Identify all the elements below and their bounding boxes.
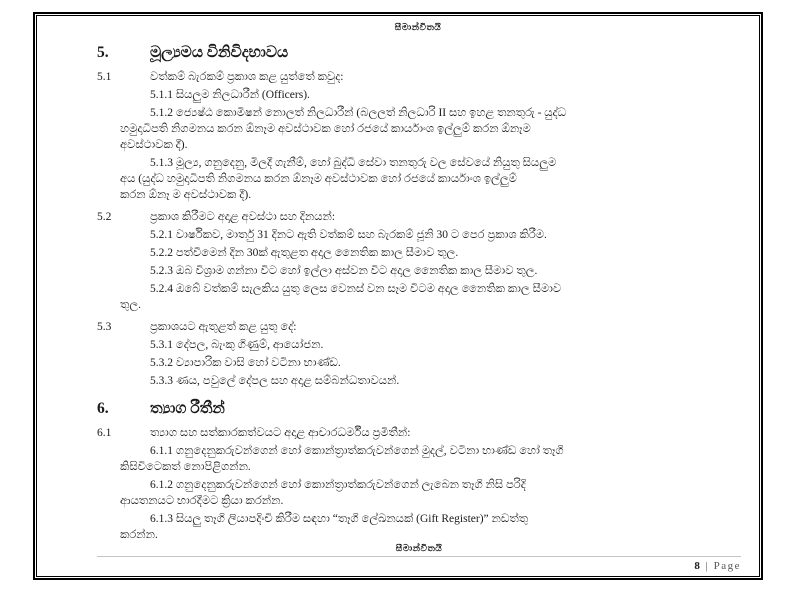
list-item-number: 5.3 <box>97 321 112 333</box>
list-item-number: 6.1 <box>97 427 112 439</box>
section-title: මූල්‍යමය විනිවිදභාවය <box>150 44 289 61</box>
footer-divider <box>97 556 741 557</box>
sub-item-line: හමුදාධිපති නිගමනය කරන ඕනෑම අවස්ථාවක හෝ රජයේ කාර්යාංශ ඉල්ලුම් කරන ඕනෑම <box>120 123 531 135</box>
sub-item-line: 5.3.3 ණය, පවුලේ දේපල සහ අදාළ සම්බන්ධතාවයන්. <box>150 375 400 387</box>
list-item-text: ප්‍රකාශ කිරීමට අදාළ අවස්ථා සහ දිනයන්: <box>150 211 336 223</box>
sub-item-line: කරන ඕනෑ ම අවස්ථාවක දී). <box>120 189 252 201</box>
sub-item-line: 6.1.2 ගනුදෙනුකරුවන්ගෙන් හෝ කොන්ත්‍රාත්කරුවන්ගෙන් ලැබෙන තෑගි නිසි පරිදි <box>150 479 526 491</box>
page-number-value: 8 <box>694 560 702 572</box>
sub-item-line: 5.2.3 ඔබ විශ්‍රාම ගන්නා විට හෝ ඉල්ලා අස්වන විට අදාල නෛතික කාල සීමාව තුල. <box>150 265 538 277</box>
sub-item-line: 5.1.3 මූල්‍ය, ගනුදෙනු, මිලදී ගැනීම්, හෝ බුද්ධි සේවා තනතුරු වල සේවයේ නියුතු සියලුම <box>150 157 557 169</box>
sub-item <box>120 373 739 389</box>
sub-item <box>120 355 739 371</box>
page-content <box>37 16 759 543</box>
list-item-text: ප්‍රකාශයට ඇතුළත් කළ යුතු දේ: <box>150 321 297 333</box>
sub-item-line: 5.1.1 සියලුම නිලධාරීන් (Officers). <box>150 89 310 101</box>
list-item-number: 5.1 <box>97 71 112 83</box>
sub-item-line: 5.3.2 ව්‍යාපාරික වාසි හෝ වටිනා භාණ්ඩ. <box>150 357 341 369</box>
page-number <box>97 559 741 573</box>
list-item-text: වත්කම් බැරකම් ප්‍රකාශ කළ යුත්තේ කවුද: <box>150 71 344 83</box>
document-page <box>36 15 760 577</box>
sub-item <box>120 87 739 103</box>
list-item <box>97 425 739 441</box>
sub-item-line: කරන්න. <box>120 529 158 541</box>
sub-item-line: 5.2.1 වාර්ෂිකව, මාර්තු 31 දිනට ඇති වත්කම් සහ බැරකම් ජූනි 30 ට පෙර ප්‍රකාශ කිරීම. <box>150 229 547 241</box>
sub-item <box>120 511 739 543</box>
list-item <box>97 69 739 85</box>
sub-item-line: 5.2.4 ඔබේ වත්කම් සැලකිය යුතු ලෙස වෙනස් වන සෑම විටම අදාල නෛතික කාල සීමාව <box>150 283 562 295</box>
sub-item <box>120 337 739 353</box>
sub-item <box>120 155 739 203</box>
sub-item-line: 5.3.1 දේපල, බැංකු ගිණුම්, ආයෝජන. <box>150 339 324 351</box>
section-heading <box>97 399 739 419</box>
list-item-text: ත්‍යාග සහ සත්කාරකත්වයට අදාළ ආචාරධර්මීය ප්‍රමිතීන්: <box>150 427 411 439</box>
list-item-number: 5.2 <box>97 211 112 223</box>
sub-item <box>120 281 739 313</box>
classification-footer: සීමාන්විතයි <box>395 543 443 553</box>
sub-item-line: 5.1.2 ජ්‍යෙෂ්ඨ කොමිෂන් නොලත් නිලධාරීන් (බලලත් නිලධාරි II සහ ඉහළ තනතුරු - යුද්ධ <box>150 107 567 119</box>
sub-item-line: අය (යුද්ධ හමුදාධිපති නිගමනය කරන ඕනෑම අවස්ථාවක හෝ රජයේ කාර්යාංශ ඉල්ලුම් <box>120 173 517 185</box>
document-page-frame <box>33 12 763 580</box>
sub-item-line: කිසිවිටෙකත් නොපිළිගන්න. <box>120 461 251 473</box>
sub-item <box>120 245 739 261</box>
classification-header: සීමාන්විතයි <box>394 22 442 32</box>
sub-item <box>120 227 739 243</box>
list-item <box>97 319 739 335</box>
sub-item <box>120 263 739 279</box>
sub-item <box>120 105 739 153</box>
page-number-suffix: | Page <box>705 560 741 572</box>
section-heading <box>97 43 739 63</box>
section-number: 5. <box>97 44 109 61</box>
sub-item-line: අවස්ථාවක දී). <box>120 139 188 151</box>
section-title: ත්‍යාග රීතීන් <box>150 400 225 417</box>
section-number: 6. <box>97 400 109 417</box>
page-footer <box>97 543 741 573</box>
sub-item <box>120 443 739 475</box>
sub-item <box>120 477 739 509</box>
sub-item-line: 5.2.2 පත්වීමෙන් දින 30ක් ඇතුළත අදාල නෛතික කාල සීමාව තුල. <box>150 247 459 259</box>
sub-item-line: 6.1.3 සියලු තෑගි ලියාපදිංචි කිරීම සඳහා “තෑගි ලේඛනයක් (Gift Register)” නඩත්තු <box>150 513 529 525</box>
sub-item-line: තුල. <box>120 299 141 311</box>
list-item <box>97 209 739 225</box>
sub-item-line: ආයතනයට භාරදීමට ක්‍රියා කරන්න. <box>120 495 284 507</box>
sub-item-line: 6.1.1 ගනුදෙනුකරුවන්ගෙන් හෝ කොන්ත්‍රාත්කරුවන්ගෙන් මුදල්, වටිනා භාණ්ඩ හෝ තෑගි <box>150 445 564 457</box>
